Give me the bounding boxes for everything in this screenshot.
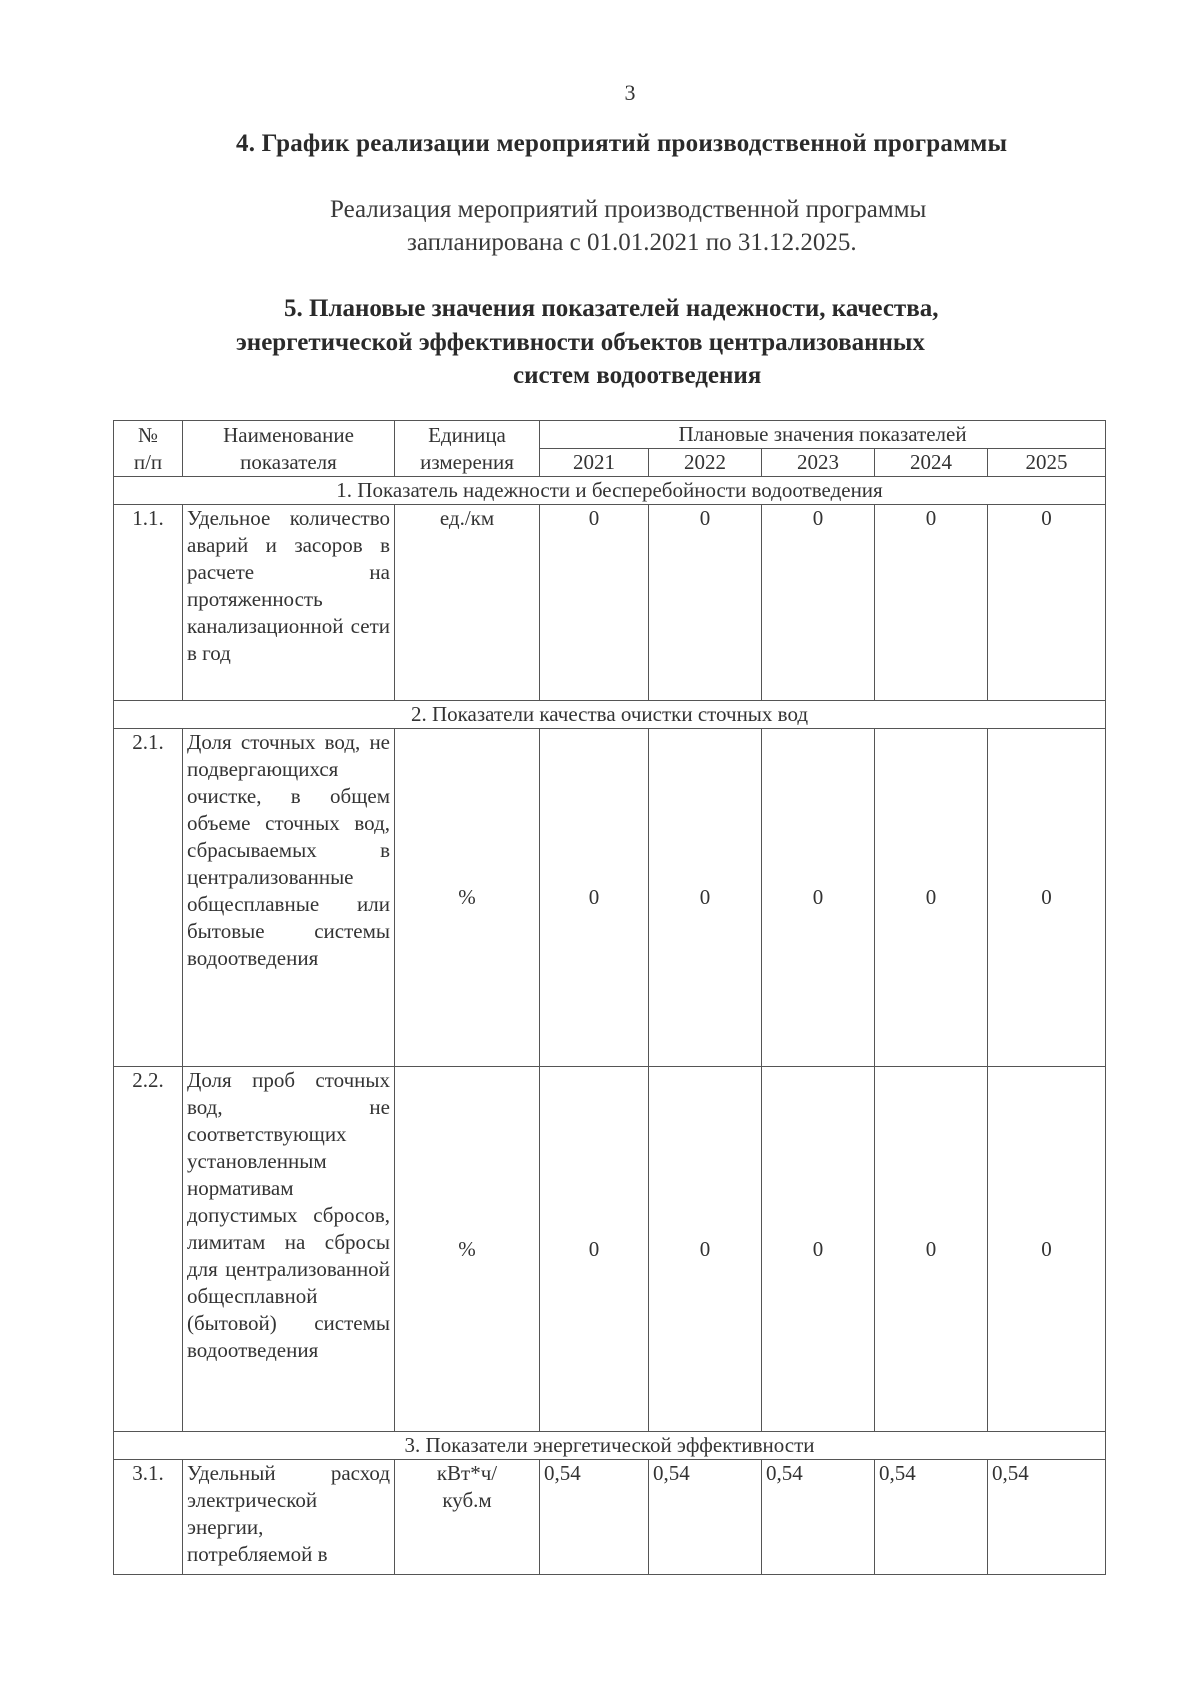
indicator-name: Доля проб сточных вод, не соответствующих установленным нормативам допустимых сбросов, лимитам на сбросы для централизованной общесплавной (бытовой) системы водоотведения (183, 1067, 395, 1432)
unit-line-2: куб.м (442, 1488, 492, 1512)
value-cell: 0 (540, 729, 649, 1067)
value-cell: 0,54 (988, 1460, 1106, 1575)
header-year: 2021 (540, 449, 649, 477)
indicator-name: Удельное количество аварий и засоров в расчете на протяженность канализационной сети в год (183, 505, 395, 701)
table-row (114, 729, 1106, 1067)
unit: % (395, 729, 540, 1067)
header-planned-values: Плановые значения показателей (540, 421, 1106, 449)
header-name (183, 421, 395, 477)
value-cell: 0 (875, 729, 988, 1067)
unit-line-1: кВт*ч/ (436, 1461, 498, 1485)
row-number: 3.1. (114, 1460, 183, 1575)
value-cell: 0 (988, 1067, 1106, 1432)
section-title: 1. Показатель надежности и бесперебойности водоотведения (114, 477, 1106, 505)
value-cell: 0 (988, 505, 1106, 701)
section-5-title-line-3: систем водоотведения (513, 362, 762, 389)
header-num (114, 421, 183, 477)
header-unit-line-1: Единица (428, 422, 506, 447)
value-cell: 0 (762, 1067, 875, 1432)
header-num-line-1: № (137, 422, 159, 447)
value-cell: 0 (875, 1067, 988, 1432)
row-number: 1.1. (114, 505, 183, 701)
page-number: 3 (624, 80, 636, 105)
value-cell: 0,54 (540, 1460, 649, 1575)
section-title: 2. Показатели качества очистки сточных вод (114, 701, 1106, 729)
table-row (114, 1067, 1106, 1432)
section-5-title-line-1: 5. Плановые значения показателей надежности, качества, (284, 295, 939, 322)
row-number: 2.2. (114, 1067, 183, 1432)
header-num-line-2: п/п (133, 449, 163, 474)
indicators-table (113, 420, 1106, 1575)
header-year: 2025 (988, 449, 1106, 477)
table-row (114, 505, 1106, 701)
header-unit-line-2: измерения (420, 449, 514, 474)
value-cell: 0,54 (649, 1460, 762, 1575)
unit: ед./км (395, 505, 540, 701)
value-cell: 0 (988, 729, 1106, 1067)
header-name-line-2: показателя (240, 449, 337, 474)
section-4-text-line-1: Реализация мероприятий производственной программы (330, 196, 927, 223)
header-year: 2023 (762, 449, 875, 477)
section-row (114, 1432, 1106, 1460)
value-cell: 0 (762, 729, 875, 1067)
section-4-title: 4. График реализации мероприятий производственной программы (236, 130, 1008, 157)
section-5-title-line-2: энергетической эффективности объектов централизованных (236, 329, 925, 356)
header-row (114, 421, 1106, 449)
value-cell: 0 (649, 1067, 762, 1432)
indicator-name: Удельный расход электрической энергии, потребляемой в (183, 1460, 395, 1575)
value-cell: 0 (540, 1067, 649, 1432)
value-cell: 0,54 (762, 1460, 875, 1575)
table-row (114, 1460, 1106, 1575)
header-year: 2022 (649, 449, 762, 477)
value-cell: 0 (649, 505, 762, 701)
value-cell: 0 (762, 505, 875, 701)
unit: % (395, 1067, 540, 1432)
indicator-name: Доля сточных вод, не подвергающихся очистке, в общем объеме сточных вод, сбрасываемых в централизованные общесплавные или бытовые системы водоотведения (183, 729, 395, 1067)
unit (395, 1460, 540, 1575)
header-year: 2024 (875, 449, 988, 477)
value-cell: 0,54 (875, 1460, 988, 1575)
header-name-line-1: Наименование (223, 422, 354, 447)
section-title: 3. Показатели энергетической эффективности (114, 1432, 1106, 1460)
row-number: 2.1. (114, 729, 183, 1067)
value-cell: 0 (649, 729, 762, 1067)
value-cell: 0 (540, 505, 649, 701)
header-unit (395, 421, 540, 477)
section-4-text-line-2: запланирована с 01.01.2021 по 31.12.2025. (407, 229, 857, 256)
section-row (114, 477, 1106, 505)
value-cell: 0 (875, 505, 988, 701)
section-row (114, 701, 1106, 729)
